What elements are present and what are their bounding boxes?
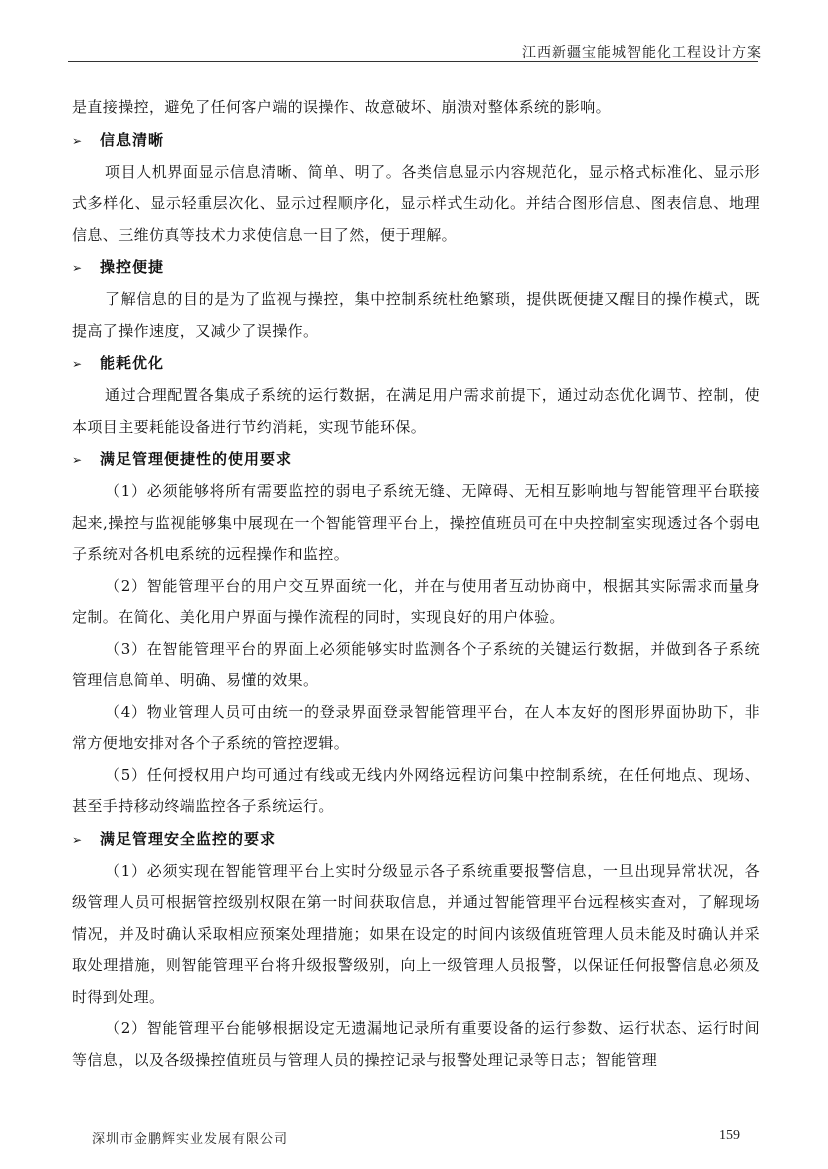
header-rule	[68, 61, 758, 62]
paragraph: （1）必须能够将所有需要监控的弱电子系统无缝、无障碍、无相互影响地与智能管理平台联接起来,操控与监视能够集中展现在一个智能管理平台上，操控值班员可在中央控制室实现透过各个弱电子系统对各机电系统的远程操作和监控。	[72, 482, 760, 563]
section-heading-text: 操控便捷	[100, 258, 165, 276]
paragraph: （2）智能管理平台能够根据设定无遗漏地记录所有重要设备的运行参数、运行状态、运行时间等信息，以及各级操控值班员与管理人员的操控记录与报警处理记录等日志；智能管理	[72, 1019, 760, 1069]
paragraph: （2）智能管理平台的用户交互界面统一化，并在与使用者互动协商中，根据其实际需求而量身定制。在简化、美化用户界面与操作流程的同时，实现良好的用户体验。	[72, 576, 760, 626]
paragraph: （3）在智能管理平台的界面上必须能够实时监测各个子系统的关键运行数据，并做到各子系统管理信息简单、明确、易懂的效果。	[72, 639, 760, 689]
section-heading-text: 能耗优化	[100, 354, 165, 372]
paragraph: 是直接操控，避免了任何客户端的误操作、故意破坏、崩溃对整体系统的影响。	[72, 98, 612, 116]
arrow-bullet-icon: ➢	[72, 832, 84, 847]
section-heading	[72, 251, 760, 284]
page-number: 159	[719, 1128, 740, 1143]
section-heading-text: 满足管理便捷性的使用要求	[100, 450, 293, 468]
section-heading	[72, 823, 760, 856]
section-heading	[72, 347, 760, 380]
document-body	[72, 92, 760, 1076]
footer-company: 深圳市金鹏辉实业发展有限公司	[92, 1132, 289, 1147]
arrow-bullet-icon: ➢	[72, 357, 84, 371]
section-heading-text: 信息清晰	[100, 130, 165, 149]
section-heading	[72, 443, 760, 476]
arrow-bullet-icon: ➢	[72, 453, 84, 467]
arrow-bullet-icon: ➢	[72, 133, 84, 148]
paragraph: 了解信息的目的是为了监视与操控，集中控制系统杜绝繁琐，提供既便捷又醒目的操作模式，既提高了操作速度，又减少了误操作。	[72, 290, 760, 340]
paragraph: 通过合理配置各集成子系统的运行数据，在满足用户需求前提下，通过动态优化调节、控制，使本项目主要耗能设备进行节约消耗，实现节能环保。	[72, 386, 760, 436]
paragraph: 项目人机界面显示信息清晰、简单、明了。各类信息显示内容规范化，显示格式标准化、显示形式多样化、显示轻重层次化、显示过程顺序化，显示样式生动化。并结合图形信息、图表信息、地理信息、三维仿真等技术力求使信息一目了然，便于理解。	[72, 162, 760, 244]
section-heading	[72, 124, 760, 157]
paragraph: （1）必须实现在智能管理平台上实时分级显示各子系统重要报警信息，一旦出现异常状况，各级管理人员可根据管控级别权限在第一时间获取信息，并通过智能管理平台远程核实查对，了解现场情况，并及时确认采取相应预案处理措施；如果在设定的时间内该级值班管理人员未能及时确认并采取处理措施，则智能管理平台将升级报警级别，向上一级管理人员报警，以保证任何报警信息必须及时得到处理。	[72, 861, 760, 1006]
section-heading-text: 满足管理安全监控的要求	[100, 829, 277, 848]
paragraph: （4）物业管理人员可由统一的登录界面登录智能管理平台，在人本友好的图形界面协助下，非常方便地安排对各个子系统的管控逻辑。	[72, 702, 760, 752]
arrow-bullet-icon: ➢	[72, 261, 84, 275]
header-title: 江西新疆宝能城智能化工程设计方案	[522, 45, 762, 61]
paragraph: （5）任何授权用户均可通过有线或无线内外网络远程访问集中控制系统，在任何地点、现场、甚至手持移动终端监控各子系统运行。	[72, 765, 760, 815]
